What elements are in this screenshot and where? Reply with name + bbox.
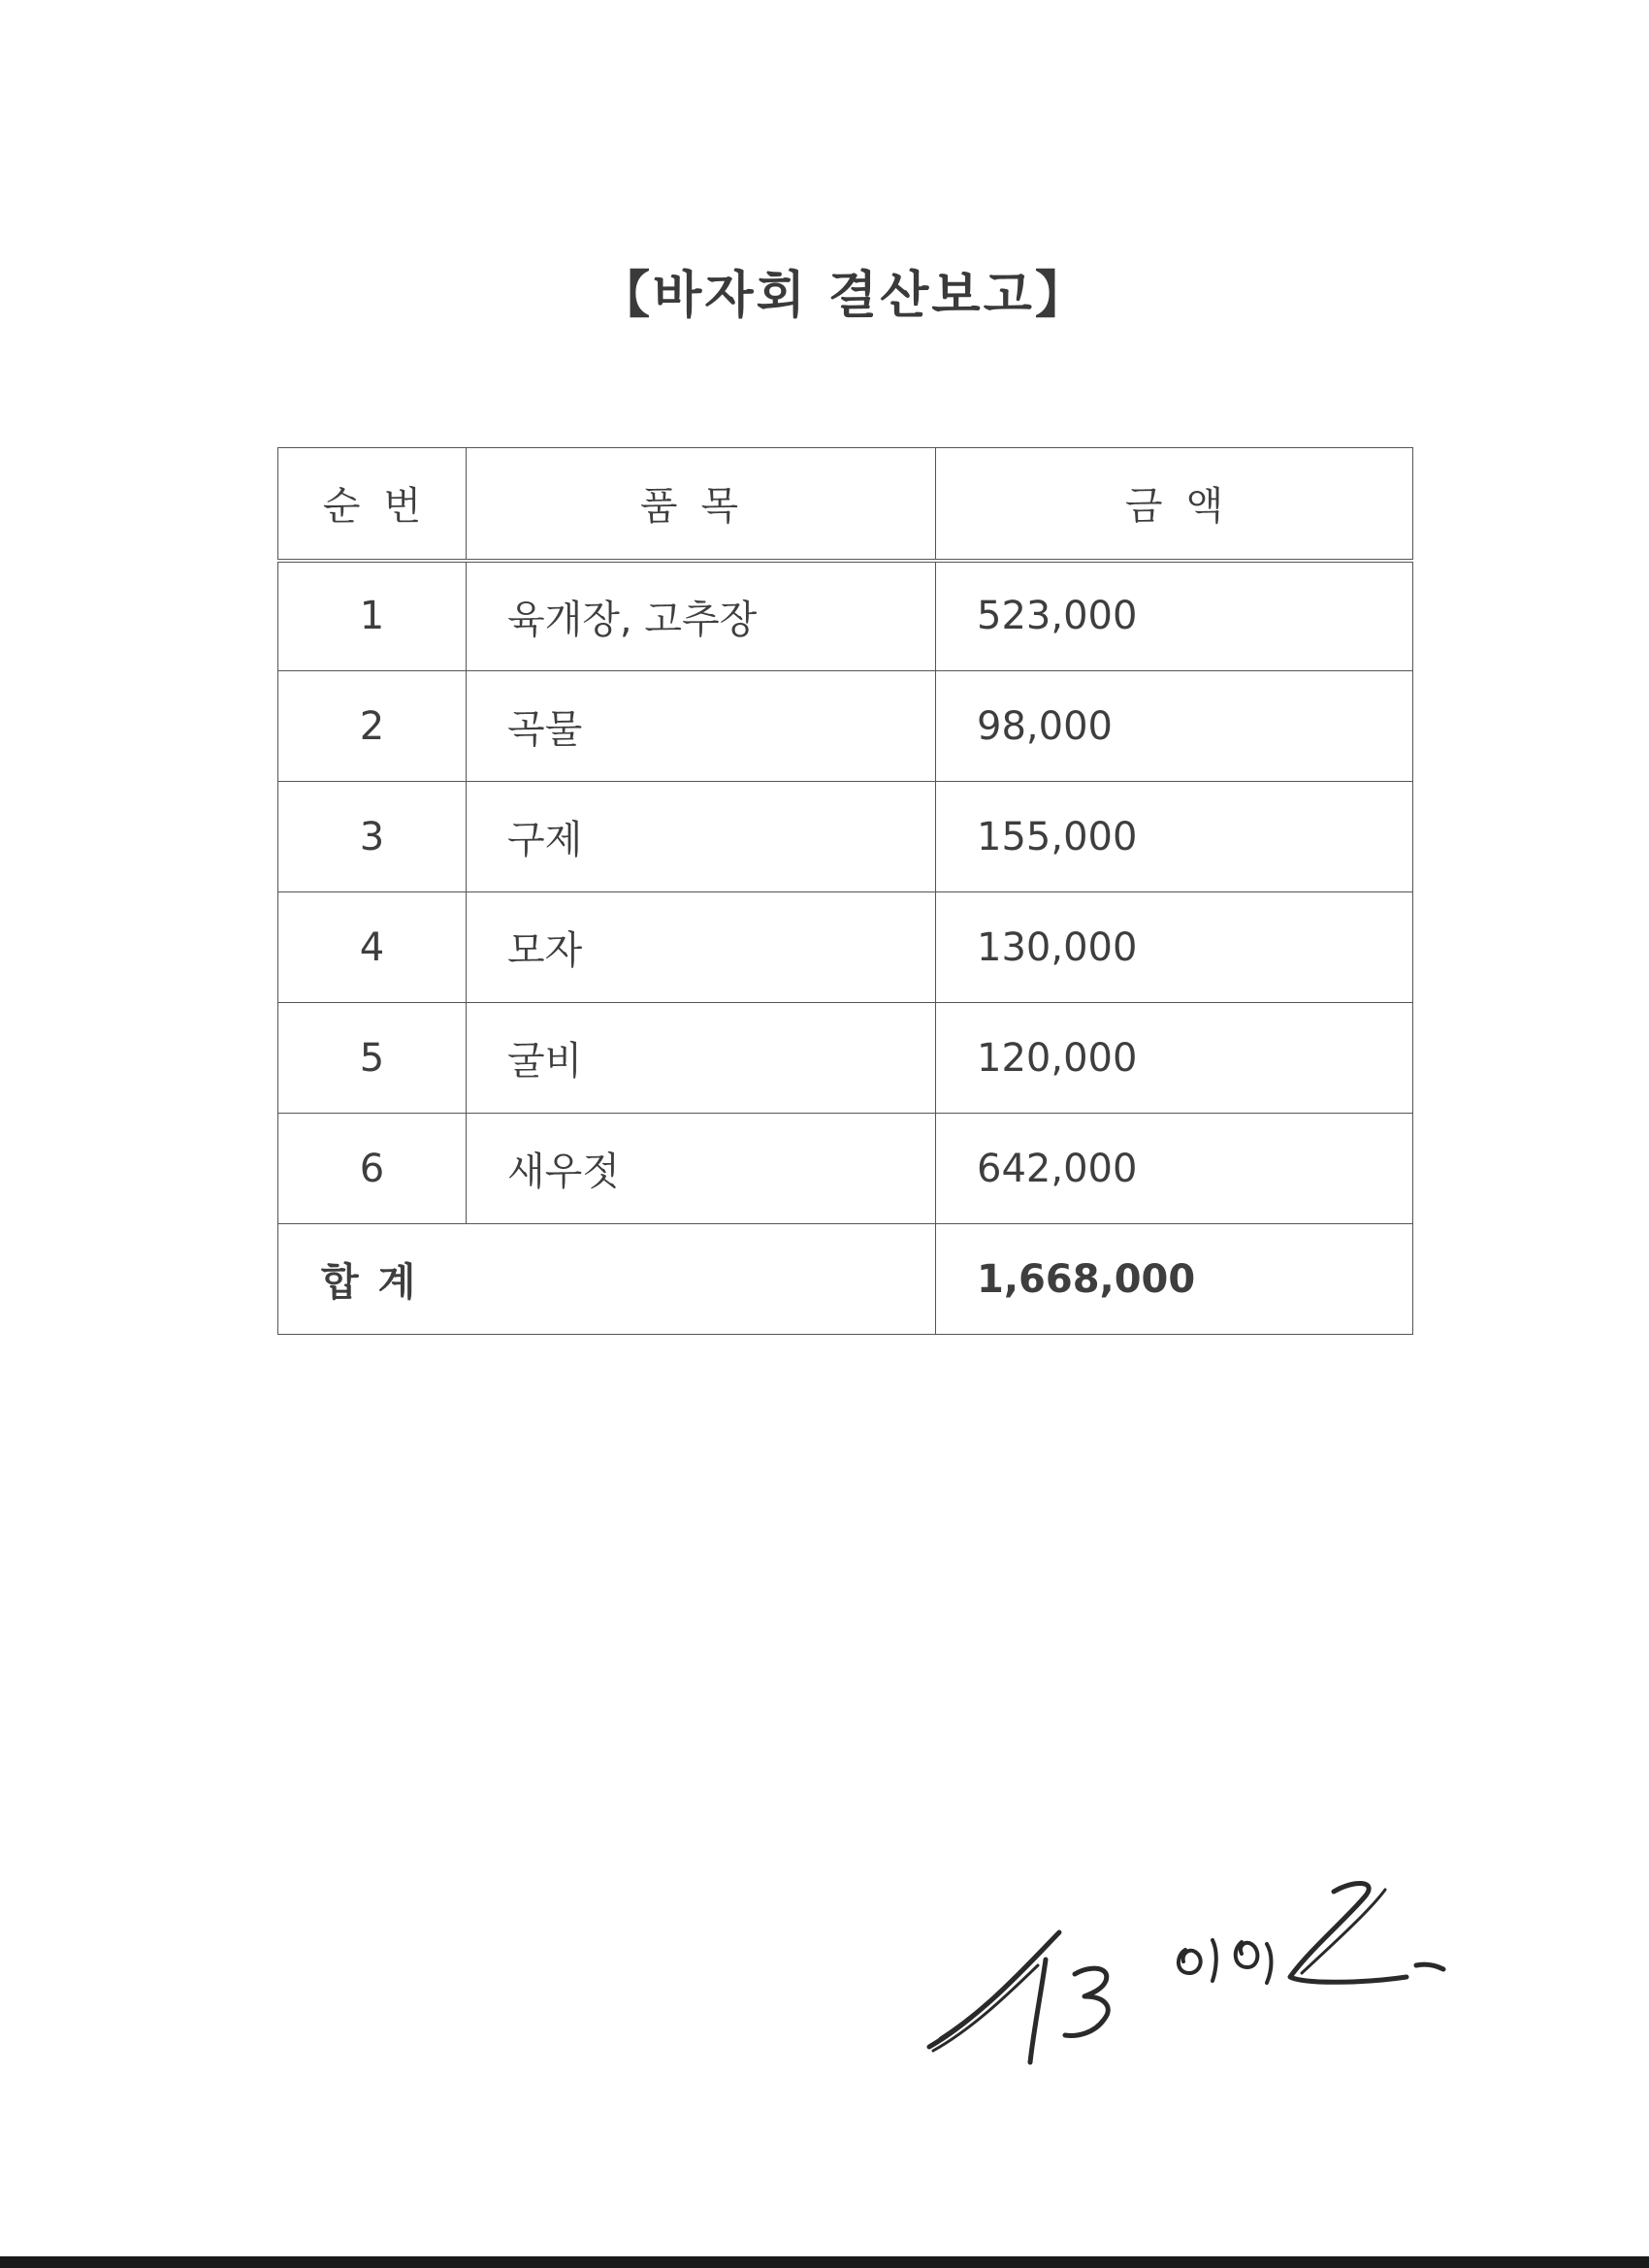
row-number: 4 [278,892,467,1003]
table-row [278,782,1413,892]
row-item: 모자 [467,892,936,1003]
table-total-row [278,1224,1413,1335]
total-amount: 1,668,000 [936,1224,1413,1335]
scan-edge-line [0,2256,1649,2268]
row-number: 6 [278,1114,467,1224]
row-number: 5 [278,1003,467,1114]
row-amount: 642,000 [936,1114,1413,1224]
row-amount: 155,000 [936,782,1413,892]
row-item: 구제 [467,782,936,892]
settlement-table [277,447,1413,1335]
header-number: 순번 [278,448,467,561]
table-row [278,671,1413,782]
row-number: 3 [278,782,467,892]
row-item: 굴비 [467,1003,936,1114]
table-row [278,561,1413,671]
row-amount: 98,000 [936,671,1413,782]
row-number: 2 [278,671,467,782]
row-item: 새우젓 [467,1114,936,1224]
table-row [278,1114,1413,1224]
header-amount: 금액 [936,448,1413,561]
row-amount: 120,000 [936,1003,1413,1114]
signature-icon [922,1872,1474,2076]
header-item: 품목 [467,448,936,561]
row-amount: 130,000 [936,892,1413,1003]
row-item: 육개장, 고추장 [467,561,936,671]
row-item: 곡물 [467,671,936,782]
total-label: 합계 [278,1224,936,1335]
row-number: 1 [278,561,467,671]
table-header-row [278,448,1413,561]
document-title: 【바자회 결산보고】 [599,267,1088,325]
row-amount: 523,000 [936,561,1413,671]
table-row [278,1003,1413,1114]
table-row [278,892,1413,1003]
